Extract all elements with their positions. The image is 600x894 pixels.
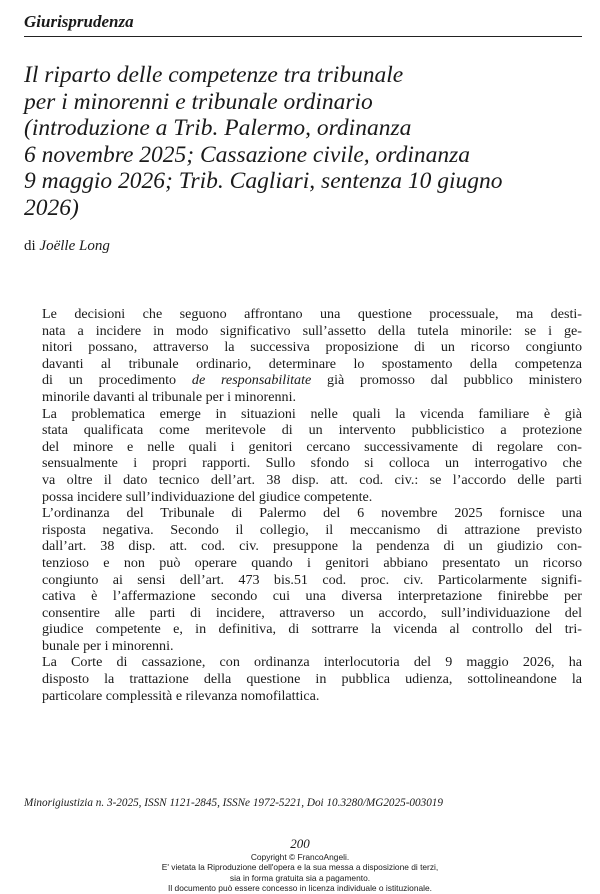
title-line: per i minorenni e tribunale ordinario bbox=[24, 88, 373, 115]
author-name: Joëlle Long bbox=[39, 238, 110, 254]
text-line: minorile davanti al tribunale per i minorenni. bbox=[42, 388, 297, 405]
text-line: dall’art. 38 disp. att. cod. civ. presuppone la pendenza di un giudizio con- bbox=[42, 538, 582, 555]
text-line: sensualmente i propri rapporti. Sullo sfondo si colloca un interrogativo che bbox=[42, 455, 582, 472]
text-line: stata qualificata come meritevole di un intervento pubblicistico a protezione bbox=[42, 422, 582, 439]
paragraph bbox=[24, 406, 582, 506]
title-line: (introduzione a Trib. Palermo, ordinanza bbox=[24, 115, 412, 141]
page-number: 200 bbox=[290, 836, 310, 851]
text-segment: già promosso dal pubblico ministero bbox=[311, 372, 582, 389]
text-line: Le decisioni che seguono affrontano una questione processuale, ma desti- bbox=[42, 306, 582, 322]
copyright-line: Copyright © FrancoAngeli. bbox=[250, 852, 350, 862]
text-line: congiunto ai sensi dell’art. 473 bis.51 cod. proc. civ. Particolarmente signifi- bbox=[42, 571, 582, 588]
text-line: tenzioso e non può operare quando i genitori abbiano presentato un ricorso bbox=[42, 554, 582, 571]
text-line: nitori possano, attraverso la successiva proposizione di un ricorso congiunto bbox=[42, 339, 582, 356]
title-line: Il riparto delle competenze tra tribunale bbox=[24, 62, 404, 88]
article-title bbox=[24, 62, 584, 221]
article-body bbox=[24, 306, 582, 704]
title-line: 6 novembre 2025; Cassazione civile, ordinanza bbox=[24, 141, 471, 168]
text-line: La Corte di cassazione, con ordinanza interlocutoria del 9 maggio 2026, ha bbox=[42, 654, 582, 671]
text-line bbox=[24, 372, 582, 389]
title-line: 2026) bbox=[24, 194, 79, 221]
journal-citation: Minorigiustizia n. 3-2025, ISSN 1121-2845, ISSNe 1972-5221, Doi 10.3280/MG2025-003019 bbox=[24, 797, 443, 809]
text-line: particolare complessità e rilevanza nomofilattica. bbox=[42, 687, 320, 704]
paragraph bbox=[24, 654, 582, 704]
copyright-line: sia in forma gratuita sia a pagamento. bbox=[229, 872, 371, 883]
text-line: L’ordinanza del Tribunale di Palermo del 6 novembre 2025 fornisce una bbox=[42, 505, 582, 522]
copyright-line: E' vietata la Riproduzione dell'opera e la sua messa a disposizione di terzi, bbox=[161, 862, 439, 873]
text-line: giudice competente e, in definitiva, di sottrarre la vicenda al controllo del tri- bbox=[42, 621, 582, 638]
text-segment: di un procedimento bbox=[42, 372, 192, 389]
copyright-line: Il documento può essere concesso in licenza individuale o istituzionale. bbox=[168, 883, 432, 894]
author-line bbox=[24, 238, 110, 255]
copyright-notice bbox=[0, 852, 600, 894]
text-line: bunale per i minorenni. bbox=[42, 637, 174, 654]
text-line: La problematica emerge in situazioni nelle quali la vicenda familiare è già bbox=[42, 405, 582, 422]
text-line: va oltre il dato tecnico dell’art. 38 disp. att. cod. civ.: se l’accordo delle parti bbox=[42, 471, 582, 488]
text-line: cativa è l’affermazione secondo cui una diversa interpretazione finirebbe per bbox=[42, 588, 582, 605]
text-line: consentire alle parti di incidere, attraverso un accordo, sull’individuazione del bbox=[42, 604, 582, 621]
text-line: davanti al tribunale ordinario, determinare lo spostamento della competenza bbox=[42, 355, 582, 372]
paragraph bbox=[24, 505, 582, 654]
text-line: risposta negativa. Secondo il collegio, il meccanismo di attrazione previsto bbox=[42, 521, 582, 538]
title-line: 9 maggio 2026; Trib. Cagliari, sentenza 10 giugno bbox=[24, 168, 503, 194]
text-line: disposto la trattazione della questione in pubblica udienza, sottolineandone la bbox=[42, 671, 582, 688]
emphasis-term: de responsabilitate bbox=[191, 372, 312, 389]
text-line: nata a incidere in modo significativo sull’assetto della tutela minorile: se i ge- bbox=[42, 322, 582, 339]
paragraph bbox=[24, 306, 582, 406]
text-line: del minore e nelle quali i genitori cercano successivamente di regolare con- bbox=[42, 438, 582, 455]
section-heading: Giurisprudenza bbox=[24, 12, 582, 37]
text-line: possa incidere sull’individuazione del giudice competente. bbox=[42, 488, 373, 505]
author-prefix: di bbox=[24, 238, 36, 254]
